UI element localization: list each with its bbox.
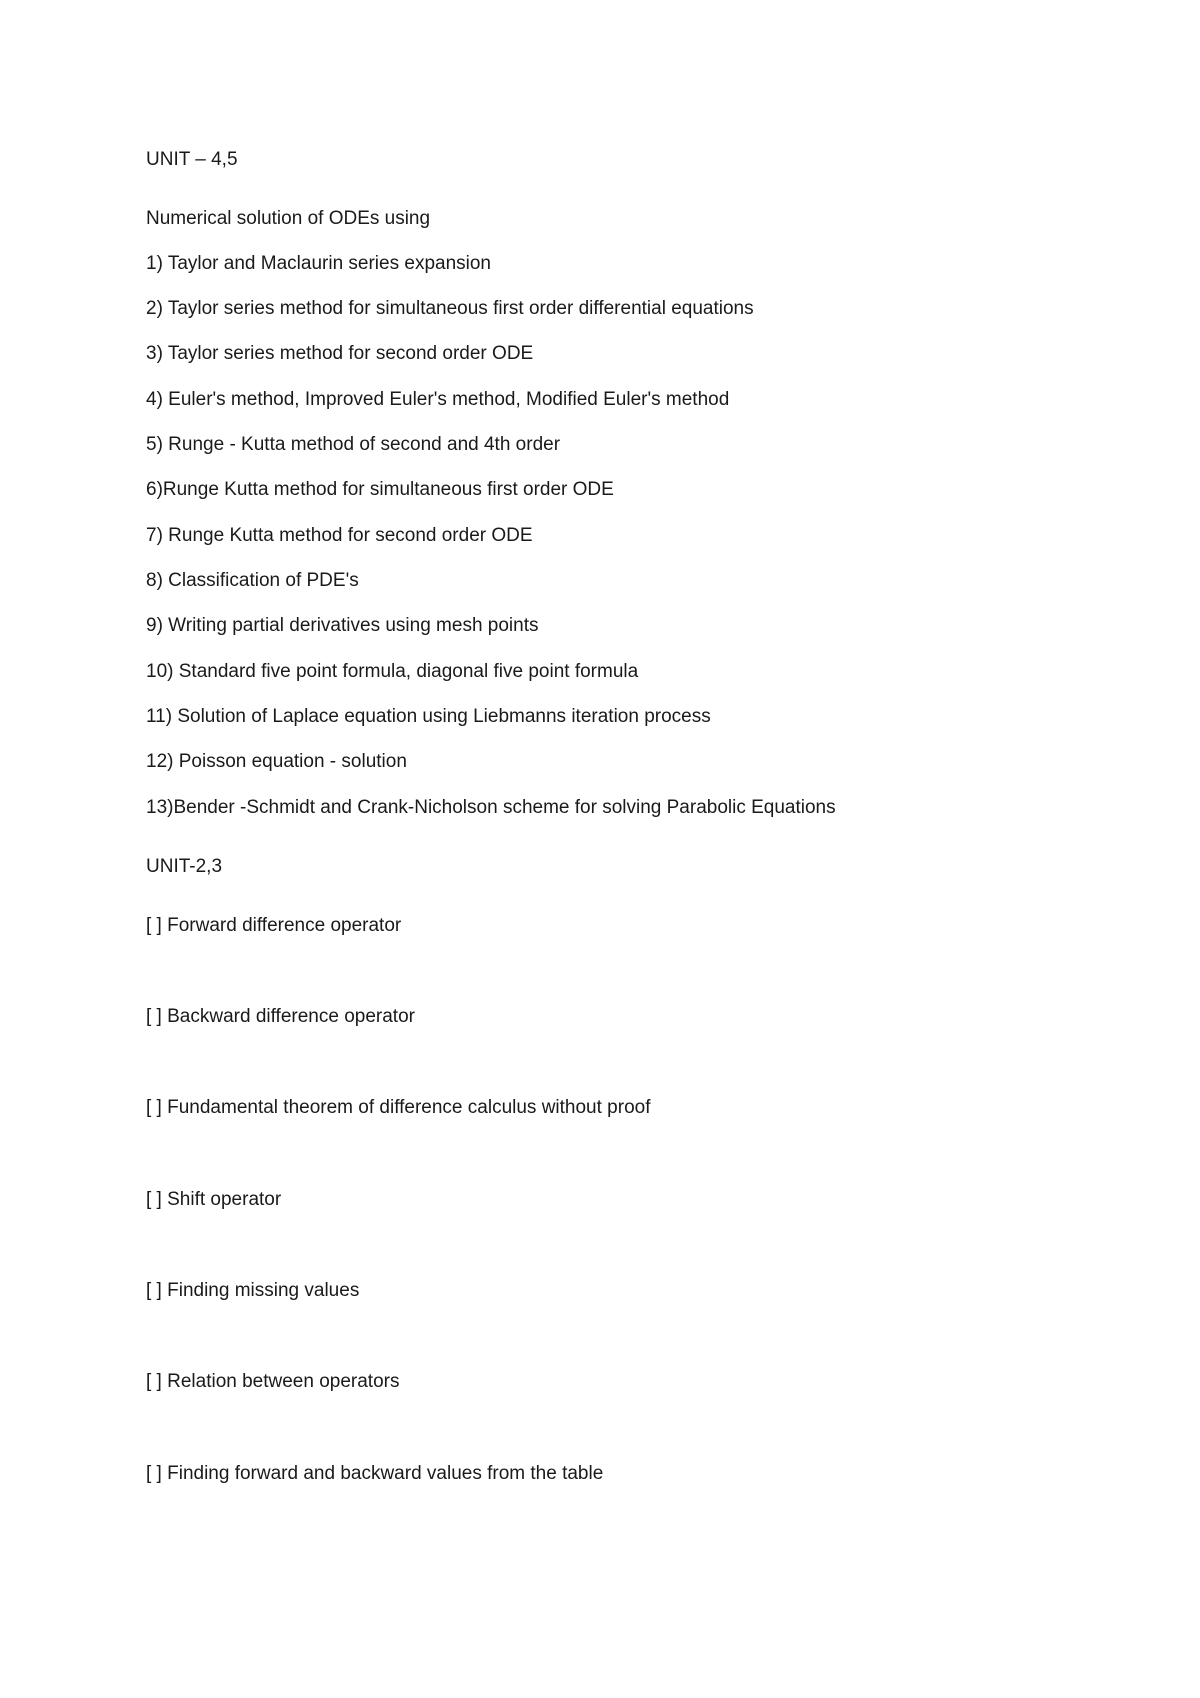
checklist-item: [ ] Forward difference operator <box>146 914 402 936</box>
checklist-item: [ ] Relation between operators <box>146 1371 400 1393</box>
list-item: 11) Solution of Laplace equation using Liebmanns iteration process <box>146 706 711 728</box>
unit-2-3-heading: UNIT-2,3 <box>146 855 223 877</box>
unit-4-5-heading: UNIT – 4,5 <box>146 149 238 170</box>
list-item: 12) Poisson equation - solution <box>146 751 407 773</box>
checklist-item: [ ] Shift operator <box>146 1188 282 1210</box>
list-item: 10) Standard five point formula, diagonal five point formula <box>146 660 639 682</box>
checklist-item: [ ] Finding forward and backward values from the table <box>146 1462 604 1484</box>
list-item: 13)Bender -Schmidt and Crank-Nicholson scheme for solving Parabolic Equations <box>146 796 836 818</box>
list-item: 9) Writing partial derivatives using mesh points <box>146 615 539 637</box>
unit-4-5-intro: Numerical solution of ODEs using <box>146 207 431 229</box>
list-item: 6)Runge Kutta method for simultaneous first order ODE <box>146 479 614 501</box>
unit-2-3-checklist <box>146 915 1106 1485</box>
list-item: 1) Taylor and Maclaurin series expansion <box>146 252 491 274</box>
list-item: 8) Classification of PDE's <box>146 570 359 592</box>
unit-4-5-topic-list <box>146 253 1106 819</box>
list-item: 5) Runge - Kutta method of second and 4th order <box>146 434 561 456</box>
checklist-item: [ ] Fundamental theorem of difference calculus without proof <box>146 1097 651 1119</box>
checklist-item: [ ] Backward difference operator <box>146 1005 415 1027</box>
list-item: 7) Runge Kutta method for second order ODE <box>146 524 533 546</box>
document-content <box>146 149 1106 1484</box>
list-item: 2) Taylor series method for simultaneous first order differential equations <box>146 298 754 320</box>
list-item: 3) Taylor series method for second order ODE <box>146 343 534 365</box>
checklist-item: [ ] Finding missing values <box>146 1279 360 1301</box>
list-item: 4) Euler's method, Improved Euler's method, Modified Euler's method <box>146 388 730 410</box>
